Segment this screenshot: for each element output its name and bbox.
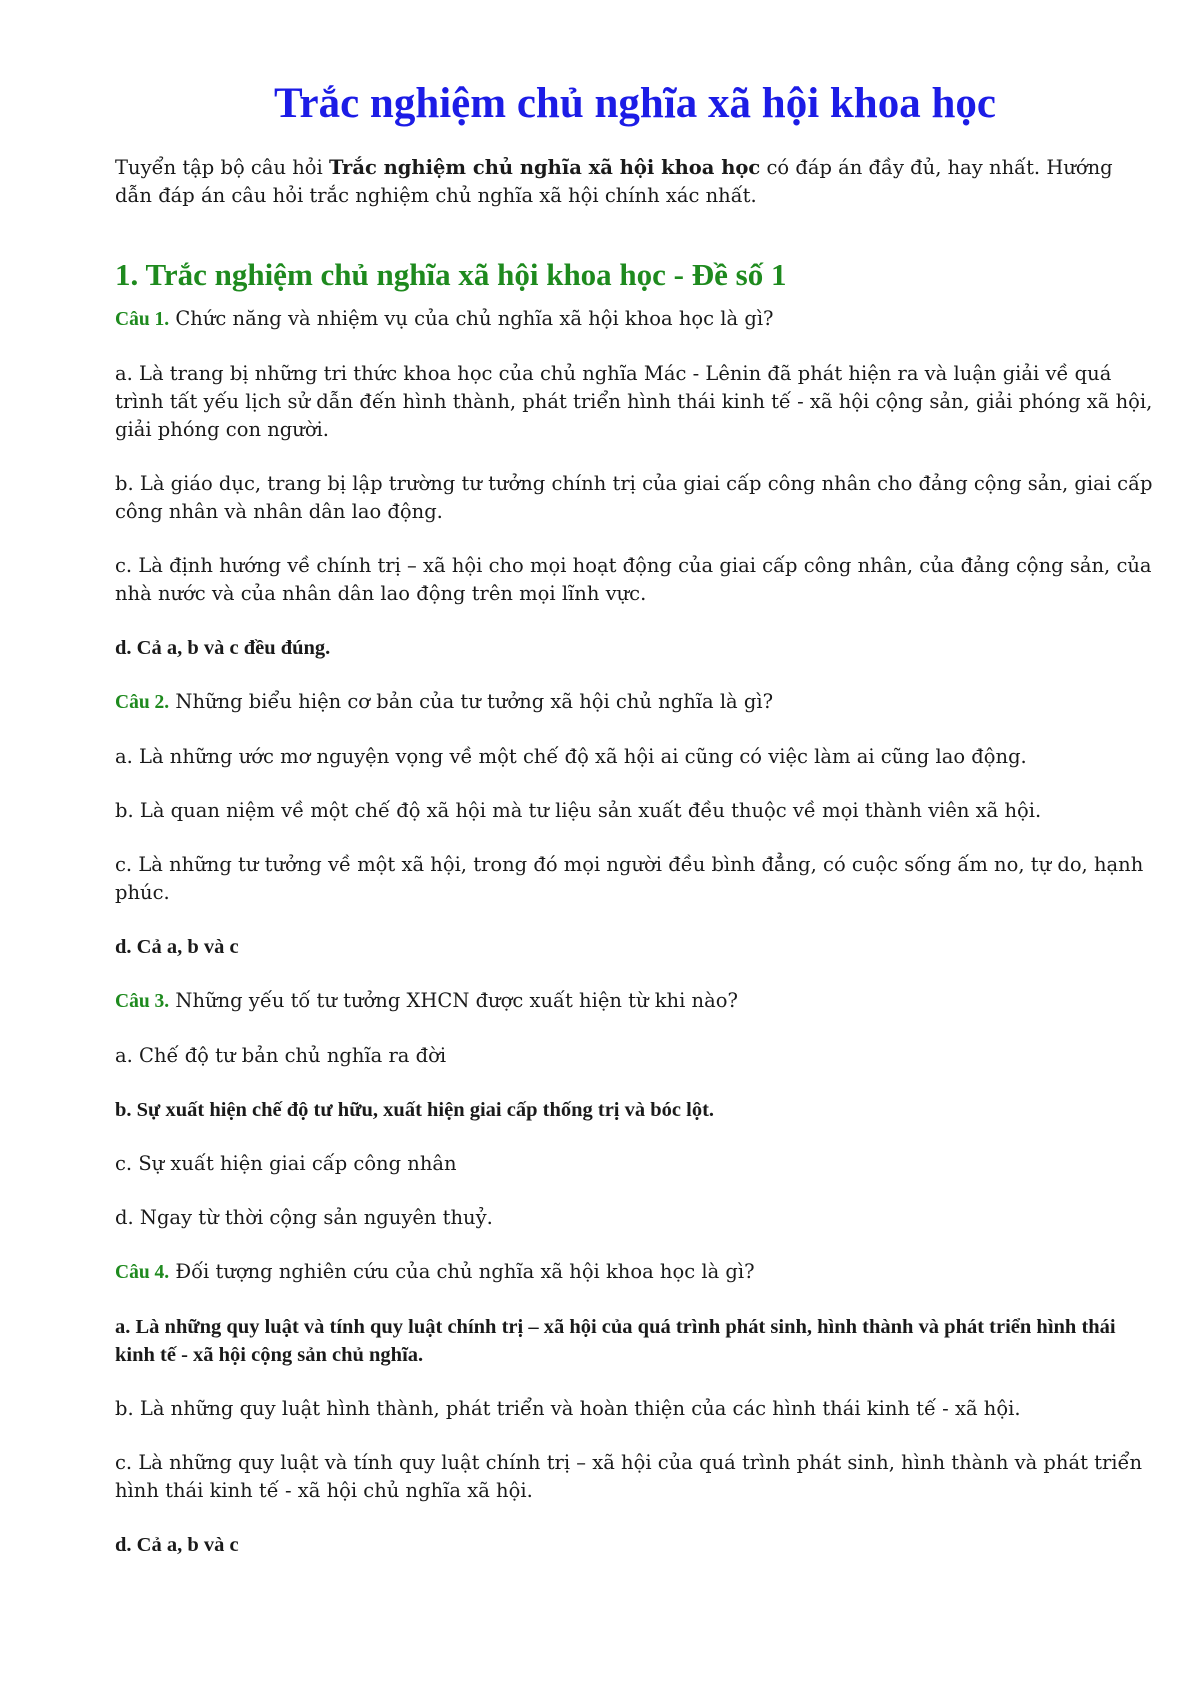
answer-option: b. Là quan niệm về một chế độ xã hội mà tư liệu sản xuất đều thuộc về mọi thành viên xã hội. [115, 798, 1042, 822]
intro-bold: Trắc nghiệm chủ nghĩa xã hội khoa học [328, 155, 761, 179]
question-text: Câu 1. Chức năng và nhiệm vụ của chủ nghĩa xã hội khoa học là gì? [115, 306, 774, 330]
answer-option: c. Sự xuất hiện giai cấp công nhân [115, 1151, 457, 1175]
answer-option: d. Ngay từ thời cộng sản nguyên thuỷ. [115, 1205, 493, 1229]
correct-answer-option: b. Sự xuất hiện chế độ tư hữu, xuất hiện giai cấp thống trị và bóc lột. [115, 1098, 715, 1121]
page-title: Trắc nghiệm chủ nghĩa xã hội khoa học [274, 80, 996, 127]
answer-option: c. Là định hướng về chính trị – xã hội cho mọi hoạt động của giai cấp công nhân, của đảng cộng sản, của nhà nước và của nhân dân lao động trên mọi lĩnh vực. [115, 553, 1152, 605]
correct-answer-option: a. Là những quy luật và tính quy luật chính trị – xã hội của quá trình phát sinh, hình thành và phát triển hình thái kinh tế - xã hội cộng sản chủ nghĩa. [115, 1315, 1116, 1366]
question-label: Câu 3. [115, 990, 170, 1012]
question-block [115, 305, 1155, 662]
question-block [115, 987, 1155, 1232]
answer-option: b. Là những quy luật hình thành, phát triển và hoàn thiện của các hình thái kinh tế - xã hội. [115, 1396, 1021, 1420]
question-label: Câu 2. [115, 691, 170, 713]
section-heading: 1. Trắc nghiệm chủ nghĩa xã hội khoa học - Đề số 1 [115, 256, 787, 292]
answer-option: b. Là giáo dục, trang bị lập trường tư tưởng chính trị của giai cấp công nhân cho đảng cộng sản, giai cấp công nhân và nhân dân lao động. [115, 471, 1153, 523]
answer-option: a. Là những ước mơ nguyện vọng về một chế độ xã hội ai cũng có việc làm ai cũng lao động. [115, 744, 1027, 768]
question-text: Câu 4. Đối tượng nghiên cứu của chủ nghĩa xã hội khoa học là gì? [115, 1259, 755, 1283]
intro-suffix: có đáp án đầy đủ, hay nhất. Hướng dẫn đáp án câu hỏi trắc nghiệm chủ nghĩa xã hội chính xác nhất. [115, 155, 1113, 207]
question-block [115, 688, 1155, 961]
question-text: Câu 3. Những yếu tố tư tưởng XHCN được xuất hiện từ khi nào? [115, 988, 738, 1012]
document-page [115, 78, 1155, 1585]
question-block [115, 1258, 1155, 1559]
intro-paragraph [115, 154, 1155, 210]
answer-option: a. Chế độ tư bản chủ nghĩa ra đời [115, 1043, 447, 1067]
question-text: Câu 2. Những biểu hiện cơ bản của tư tưởng xã hội chủ nghĩa là gì? [115, 689, 774, 713]
correct-answer-option: d. Cả a, b và c [115, 1533, 239, 1556]
question-label: Câu 4. [115, 1261, 170, 1283]
question-label: Câu 1. [115, 308, 170, 330]
intro-prefix: Tuyển tập bộ câu hỏi [115, 155, 329, 179]
answer-option: c. Là những quy luật và tính quy luật chính trị – xã hội của quá trình phát sinh, hình thành và phát triển hình thái kinh tế - xã hội chủ nghĩa xã hội. [115, 1450, 1143, 1502]
correct-answer-option: d. Cả a, b và c đều đúng. [115, 636, 331, 659]
correct-answer-option: d. Cả a, b và c [115, 935, 239, 958]
answer-option: a. Là trang bị những tri thức khoa học của chủ nghĩa Mác - Lênin đã phát hiện ra và luận giải về quá trình tất yếu lịch sử dẫn đến hình thành, phát triển hình thái kinh tế - xã hội cộng sản, giải phóng xã hội, giải phóng con người. [115, 361, 1153, 441]
answer-option: c. Là những tư tưởng về một xã hội, trong đó mọi người đều bình đẳng, có cuộc sống ấm no, tự do, hạnh phúc. [115, 852, 1144, 904]
